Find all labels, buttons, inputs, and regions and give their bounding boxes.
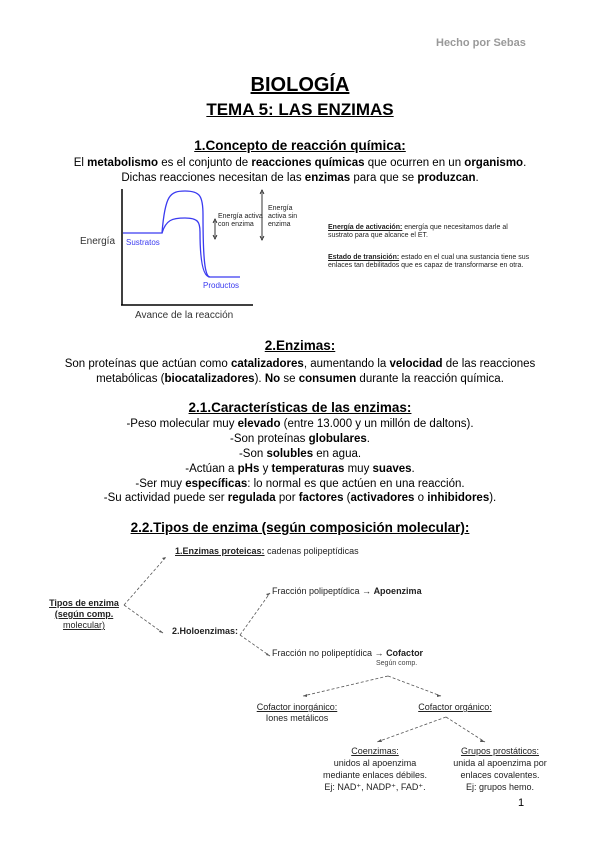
node-text: mediante enlaces débiles. — [322, 770, 428, 780]
text-segment: o — [414, 492, 428, 504]
definition-activation-energy — [328, 224, 528, 240]
text-segment: -Peso molecular muy — [126, 418, 238, 430]
node-text: Fracción polipeptídica → — [272, 586, 374, 596]
bold-term: organismo — [464, 157, 524, 169]
node-holoenzimas — [172, 626, 238, 636]
curve-without-enzyme — [123, 191, 240, 277]
bold-term: solubles — [266, 448, 314, 460]
text-segment: . — [475, 172, 479, 184]
node-fraccion-no-polipeptidica — [272, 648, 423, 658]
bold-term: reacciones químicas — [251, 157, 365, 169]
text-segment: -Actúan a — [185, 463, 238, 475]
bold-term: metabolismo — [87, 157, 159, 169]
node-label: Cofactor inorgánico: — [256, 702, 338, 712]
text-segment: (entre 13.000 y un millón de daltons). — [280, 418, 474, 430]
text-segment: . — [411, 463, 415, 475]
text-segment: muy — [344, 463, 373, 475]
node-text: unidos al apoenzima — [333, 758, 417, 768]
text-segment: Dichas reacciones necesitan de las — [121, 172, 305, 184]
node-text: Fracción no polipeptídica → — [272, 648, 387, 658]
page-subtitle: TEMA 5: LAS ENZIMAS — [206, 100, 394, 119]
without-enzyme-label: Energía activa sin enzima — [268, 205, 298, 228]
node-text: Ej: grupos hemo. — [465, 782, 535, 792]
node-label: Coenzimas: — [351, 746, 399, 756]
text-segment: es el conjunto de — [158, 157, 252, 169]
bold-term: temperaturas — [271, 463, 345, 475]
tree-root — [44, 598, 124, 631]
author-credit: Hecho por Sebas — [436, 37, 526, 49]
bold-term: activadores — [350, 492, 415, 504]
node-cofactor-inorganico — [237, 702, 357, 724]
text-segment: en agua. — [313, 448, 362, 460]
node-enzimas-proteicas — [175, 546, 359, 556]
tree-root-line: Tipos de enzima — [49, 598, 119, 608]
text-segment: de las reacciones — [442, 358, 536, 370]
text-segment: se — [280, 373, 299, 385]
bold-term: catalizadores — [230, 358, 304, 370]
node-cofactor-organico — [395, 702, 515, 713]
characteristic-line — [0, 462, 600, 477]
text-segment: Son proteínas que actúan como — [64, 358, 231, 370]
node-coenzimas — [315, 745, 435, 793]
node-text: unida al apoenzima por — [453, 758, 547, 768]
section22-heading: 2.2.Tipos de enzima (según composición molecular): — [130, 520, 470, 535]
definition-term: Energía de activación: — [328, 224, 403, 231]
bold-term: enzimas — [304, 172, 351, 184]
bold-term: pHs — [237, 463, 260, 475]
substrates-label: Sustratos — [126, 238, 160, 247]
bold-term: factores — [298, 492, 344, 504]
text-segment: , aumentando la — [303, 358, 390, 370]
section2-heading: 2.Enzimas: — [264, 338, 336, 353]
node-grupos-prostaticos — [440, 745, 560, 793]
section2-line — [0, 372, 600, 387]
tree-root-line: (según comp. — [54, 609, 114, 619]
bold-term: específicas — [185, 478, 248, 490]
characteristic-line — [0, 477, 600, 492]
text-segment: El — [73, 157, 88, 169]
text-segment: y — [259, 463, 272, 475]
node-label: 1.Enzimas proteicas: — [175, 546, 265, 556]
definition-term: Estado de transición: — [328, 254, 400, 261]
text-segment: por — [275, 492, 299, 504]
characteristic-line — [0, 417, 600, 432]
bold-term: velocidad — [389, 358, 443, 370]
bold-term: No — [264, 373, 281, 385]
node-label: Grupos prostáticos: — [460, 746, 540, 756]
bold-term: suaves — [372, 463, 412, 475]
bold-term: regulada — [227, 492, 276, 504]
text-segment: ( — [343, 492, 351, 504]
node-text: cadenas polipeptídicas — [264, 546, 359, 556]
node-label: 2.Holoenzimas: — [172, 626, 239, 636]
text-segment: ). — [254, 373, 265, 385]
text-segment: : lo normal es que actúen en una reacción. — [247, 478, 465, 490]
text-segment: -Su actividad puede ser — [103, 492, 228, 504]
section2-line — [0, 357, 600, 372]
page-title: BIOLOGÍA — [250, 74, 350, 96]
node-label: Cofactor — [386, 648, 424, 658]
node-fraccion-polipeptidica — [272, 586, 422, 596]
bold-term: inhibidores — [427, 492, 490, 504]
page-number: 1 — [518, 797, 525, 809]
segun-comp-label: Según comp. — [376, 660, 418, 667]
tree-root-line: molecular) — [62, 620, 105, 630]
text-segment: . — [366, 433, 370, 445]
node-text: Ej: NAD⁺, NADP⁺, FAD⁺. — [324, 782, 426, 792]
text-segment: metabólicas ( — [96, 373, 165, 385]
characteristic-line — [0, 447, 600, 462]
text-segment: ). — [489, 492, 497, 504]
characteristic-line — [0, 432, 600, 447]
text-segment: para que se — [350, 172, 418, 184]
text-segment: durante la reacción química. — [356, 373, 504, 385]
products-label: Productos — [203, 281, 240, 290]
section21-heading: 2.1.Características de las enzimas: — [188, 400, 412, 415]
characteristic-line — [0, 491, 600, 506]
text-segment: que ocurren en un — [364, 157, 465, 169]
with-enzyme-label: Energía activa con enzima — [218, 213, 263, 228]
bold-term: biocatalizadores — [164, 373, 255, 385]
y-axis-label: Energía — [80, 236, 116, 247]
bold-term: globulares — [308, 433, 367, 445]
text-segment: . — [523, 157, 527, 169]
definition-text: estado en el cual una sustancia tiene sus enlaces tan debilitados que es capaz de transformarse en otra. — [328, 254, 530, 269]
text-segment: -Son — [238, 448, 267, 460]
section1-heading: 1.Concepto de reacción química: — [194, 138, 406, 153]
definition-text: energía que necesitamos darle al sustrato para que alcance el ET. — [328, 224, 508, 239]
text-segment: -Ser muy — [135, 478, 186, 490]
node-label: Cofactor orgánico: — [418, 702, 492, 712]
x-axis-label: Avance de la reacción — [135, 310, 234, 321]
text-segment: -Son proteínas — [230, 433, 309, 445]
bold-term: elevado — [237, 418, 281, 430]
node-label: Apoenzima — [373, 586, 422, 596]
node-text: Iones metálicos — [265, 713, 329, 723]
bold-term: produzcan — [417, 172, 476, 184]
definition-transition-state — [328, 254, 533, 270]
node-text: enlaces covalentes. — [460, 770, 540, 780]
bold-term: consumen — [298, 373, 357, 385]
